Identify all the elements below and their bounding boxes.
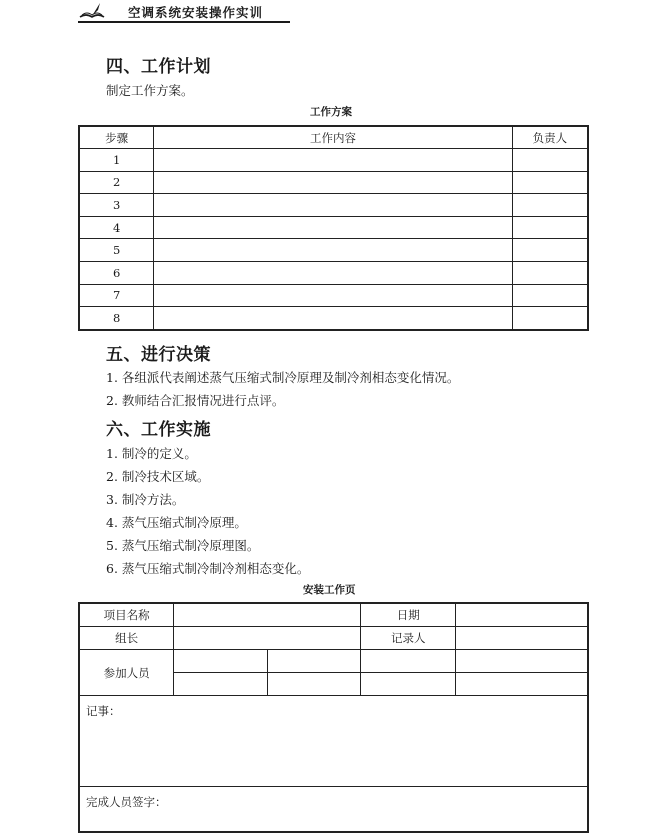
section6-item-4: 4. 蒸气压缩式制冷原理。: [106, 515, 247, 530]
participant-cell[interactable]: [267, 673, 361, 696]
date-value[interactable]: [456, 603, 588, 627]
owner-cell[interactable]: [512, 149, 588, 172]
table-row: [79, 603, 588, 627]
content-cell[interactable]: [154, 284, 513, 307]
table-row: [79, 239, 588, 262]
section6-heading: 六、工作实施: [106, 420, 211, 440]
install-table-caption: 安装工作页: [303, 584, 356, 596]
participant-cell[interactable]: [174, 673, 268, 696]
table-row: [79, 216, 588, 239]
plan-table-caption: 工作方案: [310, 106, 352, 118]
work-plan-table: [78, 125, 589, 331]
step-number: 4: [79, 216, 154, 239]
notes-label: 记事：: [86, 704, 121, 718]
step-number: 7: [79, 284, 154, 307]
step-number: 3: [79, 194, 154, 217]
content-cell[interactable]: [154, 307, 513, 330]
step-number: 5: [79, 239, 154, 262]
header-content: 工作内容: [154, 126, 513, 149]
header-step: 步骤: [79, 126, 154, 149]
signature-area[interactable]: [79, 787, 588, 833]
participant-cell[interactable]: [456, 673, 588, 696]
project-name-label: 项目名称: [79, 603, 174, 627]
section6-item-5: 5. 蒸气压缩式制冷原理图。: [106, 538, 260, 553]
table-row: [79, 261, 588, 284]
participant-cell[interactable]: [361, 650, 456, 673]
owner-cell[interactable]: [512, 307, 588, 330]
table-row: [79, 696, 588, 787]
content-cell[interactable]: [154, 149, 513, 172]
project-name-value[interactable]: [174, 603, 361, 627]
participant-cell[interactable]: [174, 650, 268, 673]
table-row: [79, 284, 588, 307]
leader-value[interactable]: [174, 627, 361, 650]
step-number: 1: [79, 149, 154, 172]
section4-text: 制定工作方案。: [106, 83, 194, 98]
signature-label: 完成人员签字：: [86, 795, 167, 809]
participant-cell[interactable]: [361, 673, 456, 696]
owner-cell[interactable]: [512, 261, 588, 284]
notes-area[interactable]: [79, 696, 588, 787]
section6-item-1: 1. 制冷的定义。: [106, 446, 197, 461]
leader-label: 组长: [79, 627, 174, 650]
participant-cell[interactable]: [267, 650, 361, 673]
table-row: [79, 149, 588, 172]
header-rule: [78, 21, 290, 23]
section4-heading: 四、工作计划: [106, 57, 211, 77]
owner-cell[interactable]: [512, 194, 588, 217]
table-row: [79, 307, 588, 330]
owner-cell[interactable]: [512, 284, 588, 307]
install-work-table: [78, 602, 589, 833]
content-cell[interactable]: [154, 171, 513, 194]
table-row: [79, 650, 588, 673]
content-cell[interactable]: [154, 194, 513, 217]
owner-cell[interactable]: [512, 216, 588, 239]
table-row: [79, 194, 588, 217]
table-header-row: [79, 126, 588, 149]
recorder-label: 记录人: [361, 627, 456, 650]
step-number: 2: [79, 171, 154, 194]
content-cell[interactable]: [154, 216, 513, 239]
owner-cell[interactable]: [512, 171, 588, 194]
table-row: [79, 787, 588, 833]
participants-label: 参加人员: [79, 650, 174, 696]
recorder-value[interactable]: [456, 627, 588, 650]
participant-cell[interactable]: [456, 650, 588, 673]
owner-cell[interactable]: [512, 239, 588, 262]
section5-item-2: 2. 教师结合汇报情况进行点评。: [106, 393, 285, 408]
table-row: [79, 627, 588, 650]
step-number: 8: [79, 307, 154, 330]
section5-heading: 五、进行决策: [106, 345, 211, 365]
book-quill-icon: [78, 1, 106, 21]
step-number: 6: [79, 261, 154, 284]
content-cell[interactable]: [154, 239, 513, 262]
content-cell[interactable]: [154, 261, 513, 284]
table-row: [79, 171, 588, 194]
section5-item-1: 1. 各组派代表阐述蒸气压缩式制冷原理及制冷剂相态变化情况。: [106, 370, 460, 385]
date-label: 日期: [361, 603, 456, 627]
section6-item-2: 2. 制冷技术区域。: [106, 469, 210, 484]
header-title: 空调系统安装操作实训: [128, 5, 264, 20]
header-owner: 负责人: [512, 126, 588, 149]
section6-item-3: 3. 制冷方法。: [106, 492, 185, 507]
section6-item-6: 6. 蒸气压缩式制冷制冷剂相态变化。: [106, 561, 310, 576]
page-header: [78, 0, 290, 24]
